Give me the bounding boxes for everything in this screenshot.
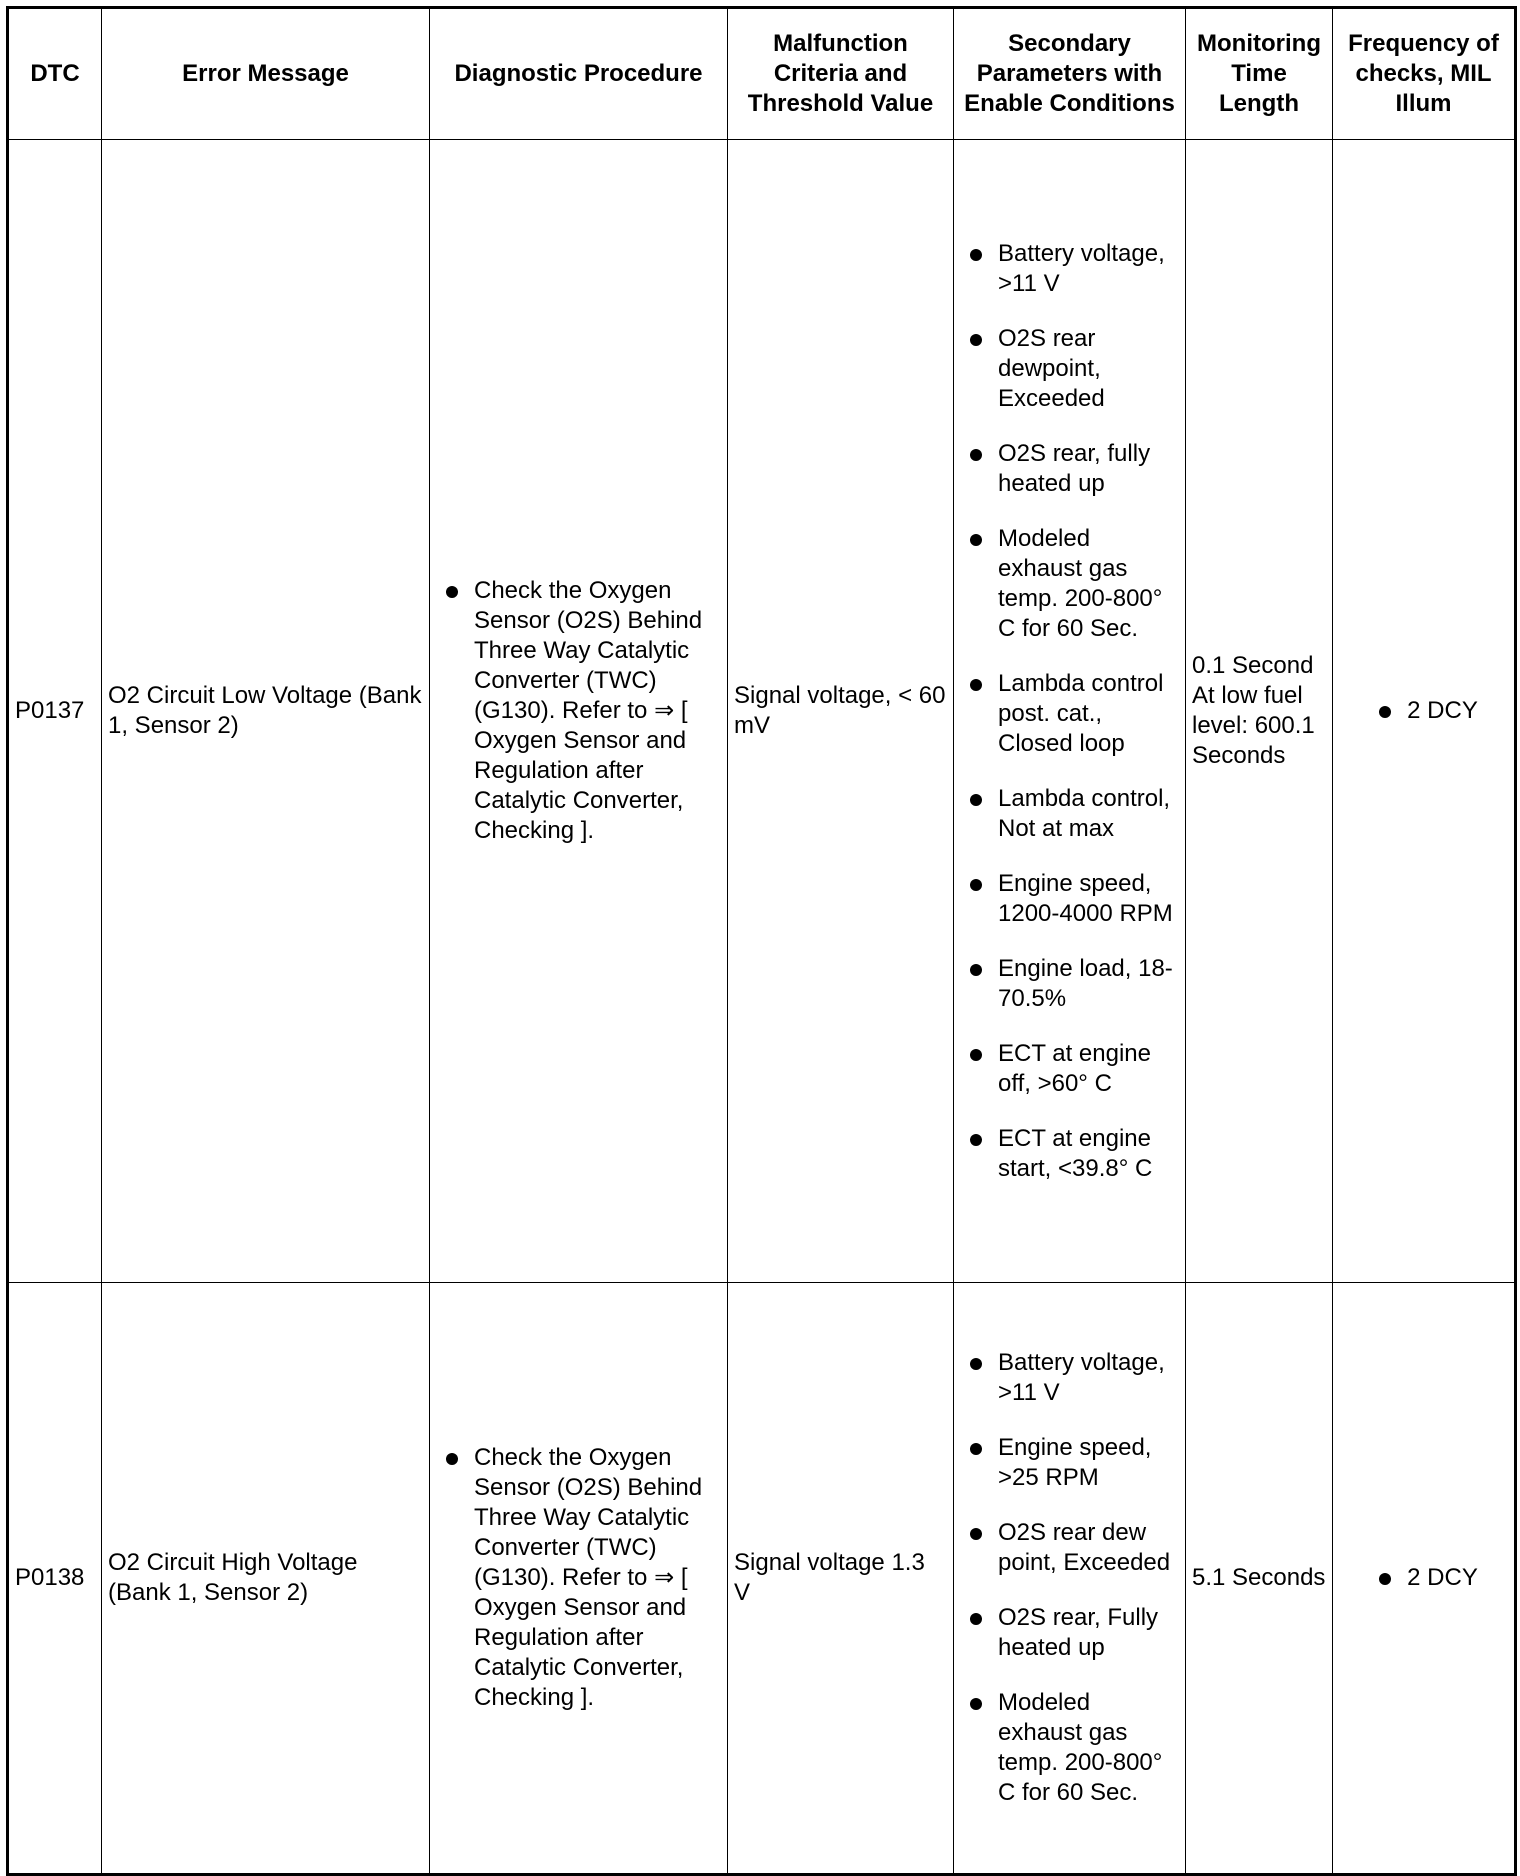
diagnostic-procedure bbox=[430, 1283, 728, 1875]
frequency-list bbox=[1369, 1563, 1478, 1593]
monitoring-time: 5.1 Seconds bbox=[1186, 1283, 1333, 1875]
header-secondary-parameters: Secondary Parameters with Enable Conditions bbox=[954, 8, 1186, 140]
parameter-list bbox=[960, 1348, 1179, 1808]
dtc-table bbox=[6, 6, 1517, 1876]
procedure-item: Check the Oxygen Sensor (O2S) Behind Three Way Catalytic Converter (TWC) (G130). Refer to ⇒ [ Oxygen Sensor and Regulation after Catalytic Converter, Checking ]. bbox=[436, 1443, 721, 1713]
parameter-item: ECT at engine off, >60° C bbox=[960, 1039, 1179, 1099]
header-monitoring-time: Monitoring Time Length bbox=[1186, 8, 1333, 140]
procedure-item: Check the Oxygen Sensor (O2S) Behind Three Way Catalytic Converter (TWC) (G130). Refer to ⇒ [ Oxygen Sensor and Regulation after Catalytic Converter, Checking ]. bbox=[436, 576, 721, 846]
malfunction-criteria: Signal voltage, < 60 mV bbox=[728, 140, 954, 1283]
parameter-item: O2S rear, Fully heated up bbox=[960, 1603, 1179, 1663]
parameter-list bbox=[960, 239, 1179, 1184]
diagnostic-procedure bbox=[430, 140, 728, 1283]
parameter-item: O2S rear dewpoint, Exceeded bbox=[960, 324, 1179, 414]
frequency-cell bbox=[1333, 1283, 1516, 1875]
header-frequency: Frequency of checks, MIL Illum bbox=[1333, 8, 1516, 140]
parameter-item: Engine speed, >25 RPM bbox=[960, 1433, 1179, 1493]
error-message: O2 Circuit Low Voltage (Bank 1, Sensor 2) bbox=[102, 140, 430, 1283]
parameter-item: Engine load, 18-70.5% bbox=[960, 954, 1179, 1014]
error-message: O2 Circuit High Voltage (Bank 1, Sensor 2) bbox=[102, 1283, 430, 1875]
parameter-item: Lambda control, Not at max bbox=[960, 784, 1179, 844]
parameter-item: Modeled exhaust gas temp. 200-800° C for 60 Sec. bbox=[960, 524, 1179, 644]
secondary-parameters bbox=[954, 140, 1186, 1283]
frequency-item: 2 DCY bbox=[1369, 696, 1478, 726]
frequency-cell bbox=[1333, 140, 1516, 1283]
table-row bbox=[8, 140, 1516, 1283]
header-malfunction-criteria: Malfunction Criteria and Threshold Value bbox=[728, 8, 954, 140]
procedure-list bbox=[436, 1443, 721, 1713]
header-row bbox=[8, 8, 1516, 140]
secondary-parameters bbox=[954, 1283, 1186, 1875]
dtc-code: P0138 bbox=[8, 1283, 102, 1875]
monitoring-time: 0.1 Second At low fuel level: 600.1 Seconds bbox=[1186, 140, 1333, 1283]
parameter-item: Engine speed, 1200-4000 RPM bbox=[960, 869, 1179, 929]
frequency-list bbox=[1369, 696, 1478, 726]
header-error-message: Error Message bbox=[102, 8, 430, 140]
parameter-item: ECT at engine start, <39.8° C bbox=[960, 1124, 1179, 1184]
malfunction-criteria: Signal voltage 1.3 V bbox=[728, 1283, 954, 1875]
parameter-item: O2S rear dew point, Exceeded bbox=[960, 1518, 1179, 1578]
header-diagnostic-procedure: Diagnostic Procedure bbox=[430, 8, 728, 140]
frequency-item: 2 DCY bbox=[1369, 1563, 1478, 1593]
header-dtc: DTC bbox=[8, 8, 102, 140]
parameter-item: Battery voltage, >11 V bbox=[960, 1348, 1179, 1408]
procedure-list bbox=[436, 576, 721, 846]
parameter-item: Modeled exhaust gas temp. 200-800° C for 60 Sec. bbox=[960, 1688, 1179, 1808]
parameter-item: Lambda control post. cat., Closed loop bbox=[960, 669, 1179, 759]
table-row bbox=[8, 1283, 1516, 1875]
dtc-code: P0137 bbox=[8, 140, 102, 1283]
parameter-item: O2S rear, fully heated up bbox=[960, 439, 1179, 499]
parameter-item: Battery voltage, >11 V bbox=[960, 239, 1179, 299]
